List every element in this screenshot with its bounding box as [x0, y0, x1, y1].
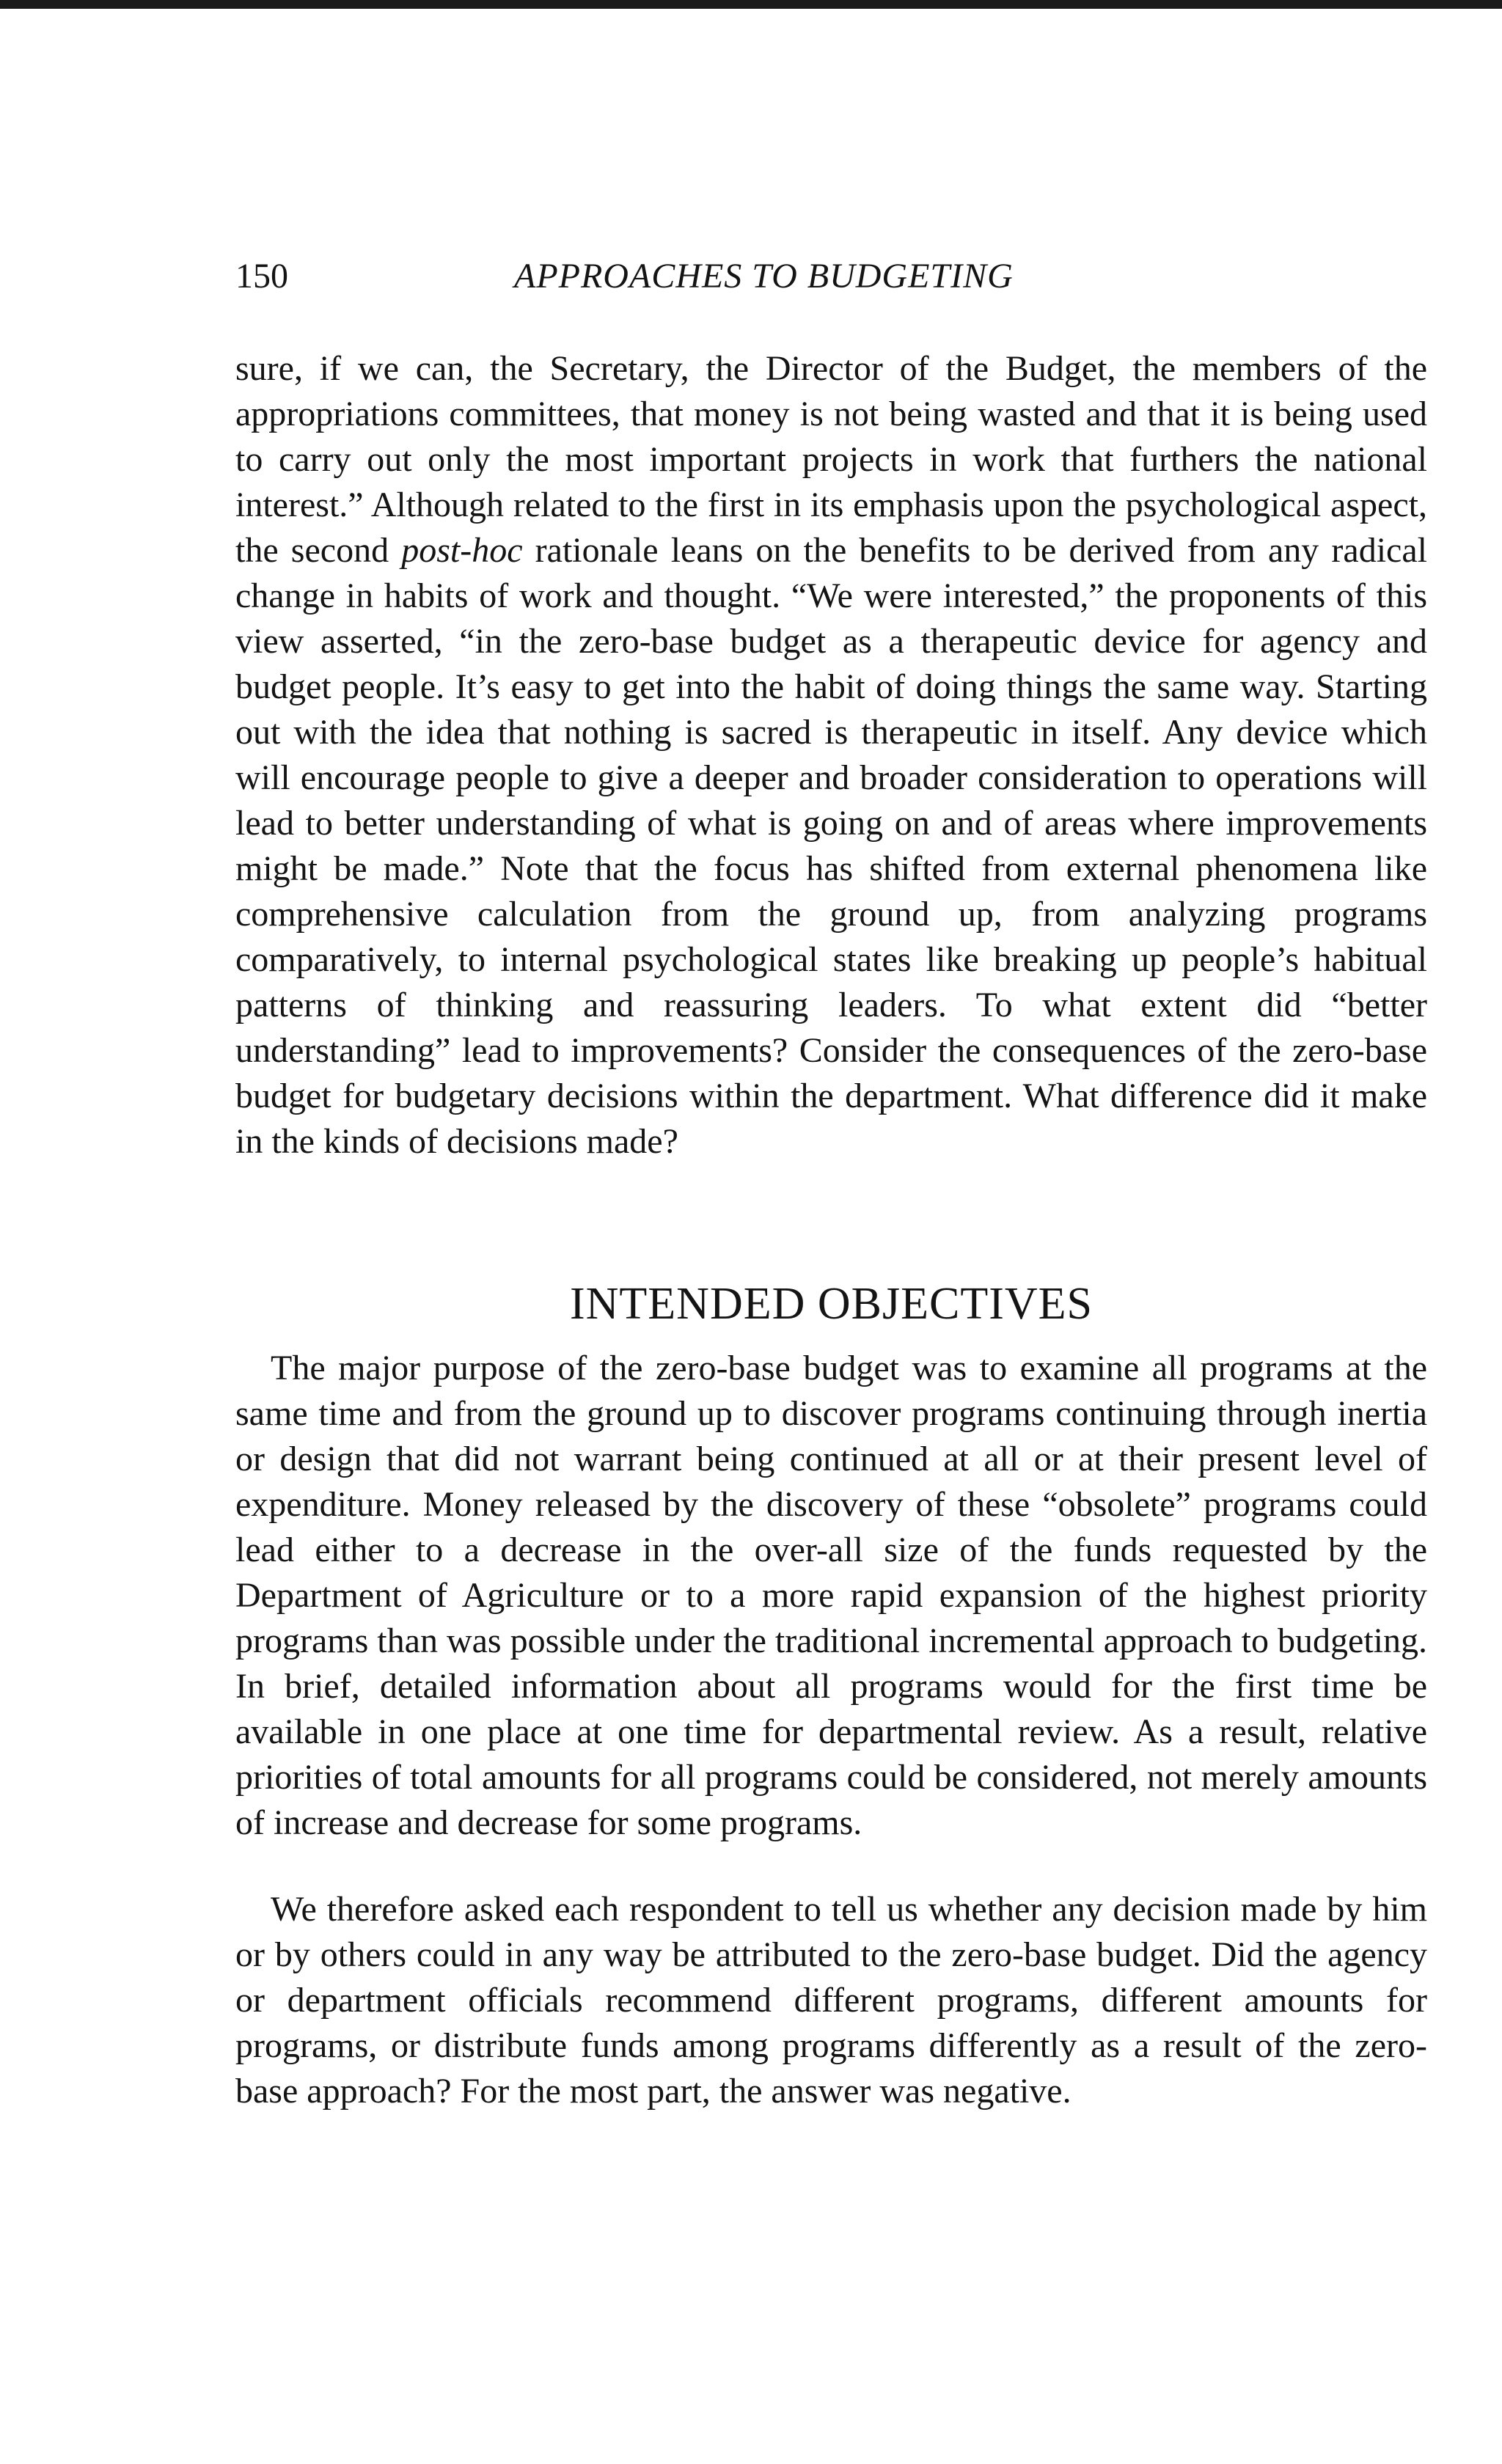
body-paragraph-1: sure, if we can, the Secretary, the Director of the Budget, the members of the appropriations committees, that money is not being wasted and that it is being used to carry out only the most important projects in work that furthers the national interest.” Although related to the first in its emphasis upon the psychological aspect, the second post-hoc rationale leans on the benefits to be derived from any radical change in habits of work and thought. “We were interested,” the proponents of this view asserted, “in the zero-base budget as a therapeutic device for agency and budget people. It’s easy to get into the habit of doing things the same way. Starting out with the idea that nothing is sacred is therapeutic in itself. Any device which will encourage people to give a deeper and broader consideration to operations will lead to better understanding of what is going on and of areas where improvements might be made.” Note that the focus has shifted from external phenomena like comprehensive calculation from the ground up, from analyzing programs comparatively, to internal psychological states like breaking up people’s habitual patterns of thinking and reassuring leaders. To what extent did “better understanding” lead to improvements? Consider the consequences of the zero-base budget for budgetary decisions within the department. What difference did it make in the kinds of decisions made? — [235, 349, 1427, 1161]
top-border-rule — [0, 0, 1502, 9]
running-head — [235, 254, 1427, 298]
running-title: APPROACHES TO BUDGETING — [514, 257, 1014, 296]
section-heading: INTENDED OBJECTIVES — [570, 1279, 1093, 1329]
italic-term: post-hoc — [401, 531, 523, 570]
body-paragraph-3: We therefore asked each respondent to tell us whether any decision made by him or by others could in any way be attributed to the zero-base budget. Did the agency or department officials recommend different programs, different amounts for programs, or distribute funds among programs differently as a result of the zero-base approach? For the most part, the answer was negative. — [235, 1890, 1427, 2111]
page-number: 150 — [235, 257, 288, 296]
body-paragraph-2: The major purpose of the zero-base budget was to examine all programs at the same time and from the ground up to discover programs continuing through inertia or design that did not warrant being continued at all or at their present level of expenditure. Money released by the discovery of these “obsolete” programs could lead either to a decrease in the over-all size of the funds requested by the Department of Agriculture or to a more rapid expansion of the highest priority programs than was possible under the traditional incremental approach to budgeting. In brief, detailed information about all programs would for the first time be available in one place at one time for departmental review. As a result, relative priorities of total amounts for all programs could be considered, not merely amounts of increase and decrease for some programs. — [235, 1349, 1427, 1842]
